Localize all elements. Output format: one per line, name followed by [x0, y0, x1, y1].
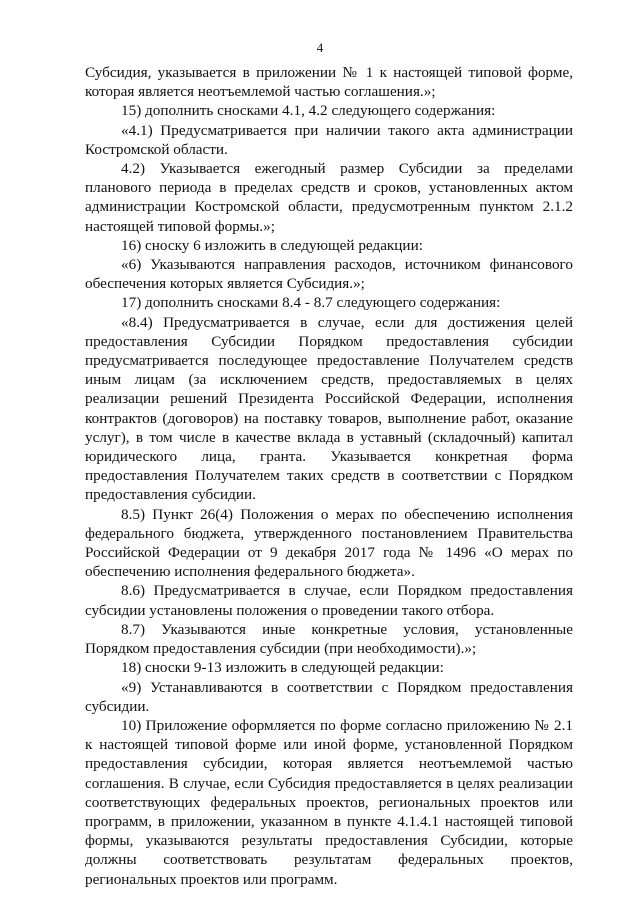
- paragraph-8: «8.4) Предусматривается в случае, если для достижения целей предоставления Субсидии Порядком предоставления субсидии предусматривается последующее предоставление Получателем средств иным лицам (за исключением средств, предоставляемых в целях реализации решений Президента Российской Федерации, исполнения контрактов (договоров) на поставку товаров, выполнение работ, оказание услуг), в том числе в качестве вклада в уставный (складочный) капитал юридического лица, гранта. Указывается конкретная форма предоставления Получателем таких средств в соответствии с Порядком предоставления субсидии.: [85, 313, 573, 504]
- paragraph-9: 8.5) Пункт 26(4) Положения о мерах по обеспечению исполнения федерального бюджета, утвержденного постановлением Правительства Российской Федерации от 9 декабря 2017 года № 1496 «О мерах по обеспечению исполнения федерального бюджета».: [85, 505, 573, 581]
- page-number: 4: [316, 40, 324, 55]
- paragraph-14: 10) Приложение оформляется по форме согласно приложению № 2.1 к настоящей типовой форме или иной форме, установленной Порядком предоставления субсидии, которая является неотъемлемой частью соглашения. В случае, если Субсидия предоставляется в целях реализации соответствующих федеральных проектов, региональных проектов или программ, в приложении, указанном в пункте 4.1.4.1 настоящей типовой формы, указываются результаты предоставления Субсидии, которые должны соответствовать результатам федеральных проектов, региональных проектов или программ.: [85, 716, 573, 888]
- document-body: [85, 63, 573, 889]
- paragraph-5: 16) сноску 6 изложить в следующей редакции:: [121, 236, 423, 254]
- paragraph-12: 18) сноски 9-13 изложить в следующей редакции:: [121, 659, 444, 677]
- paragraph-6: «6) Указываются направления расходов, источником финансового обеспечения которых является Субсидия.»;: [85, 256, 573, 293]
- paragraph-2: 15) дополнить сносками 4.1, 4.2 следующего содержания:: [121, 102, 496, 120]
- paragraph-13: «9) Устанавливаются в соответствии с Порядком предоставления субсидии.: [85, 678, 573, 715]
- paragraph-3: «4.1) Предусматривается при наличии такого акта администрации Костромской области.: [85, 121, 573, 158]
- paragraph-4: 4.2) Указывается ежегодный размер Субсидии за пределами планового периода в пределах средств и сроков, установленных актом администрации Костромской области, предусмотренным пунктом 2.1.2 настоящей типовой формы.»;: [85, 160, 573, 235]
- paragraph-10: 8.6) Предусматривается в случае, если Порядком предоставления субсидии установлены положения о проведении такого отбора.: [85, 582, 573, 619]
- paragraph-11: 8.7) Указываются иные конкретные условия, установленные Порядком предоставления субсидии (при необходимости).»;: [85, 620, 573, 658]
- paragraph-1: Субсидия, указывается в приложении № 1 к настоящей типовой форме, которая является неотъемлемой частью соглашения.»;: [85, 64, 573, 101]
- paragraph-7: 17) дополнить сносками 8.4 - 8.7 следующего содержания:: [121, 294, 501, 312]
